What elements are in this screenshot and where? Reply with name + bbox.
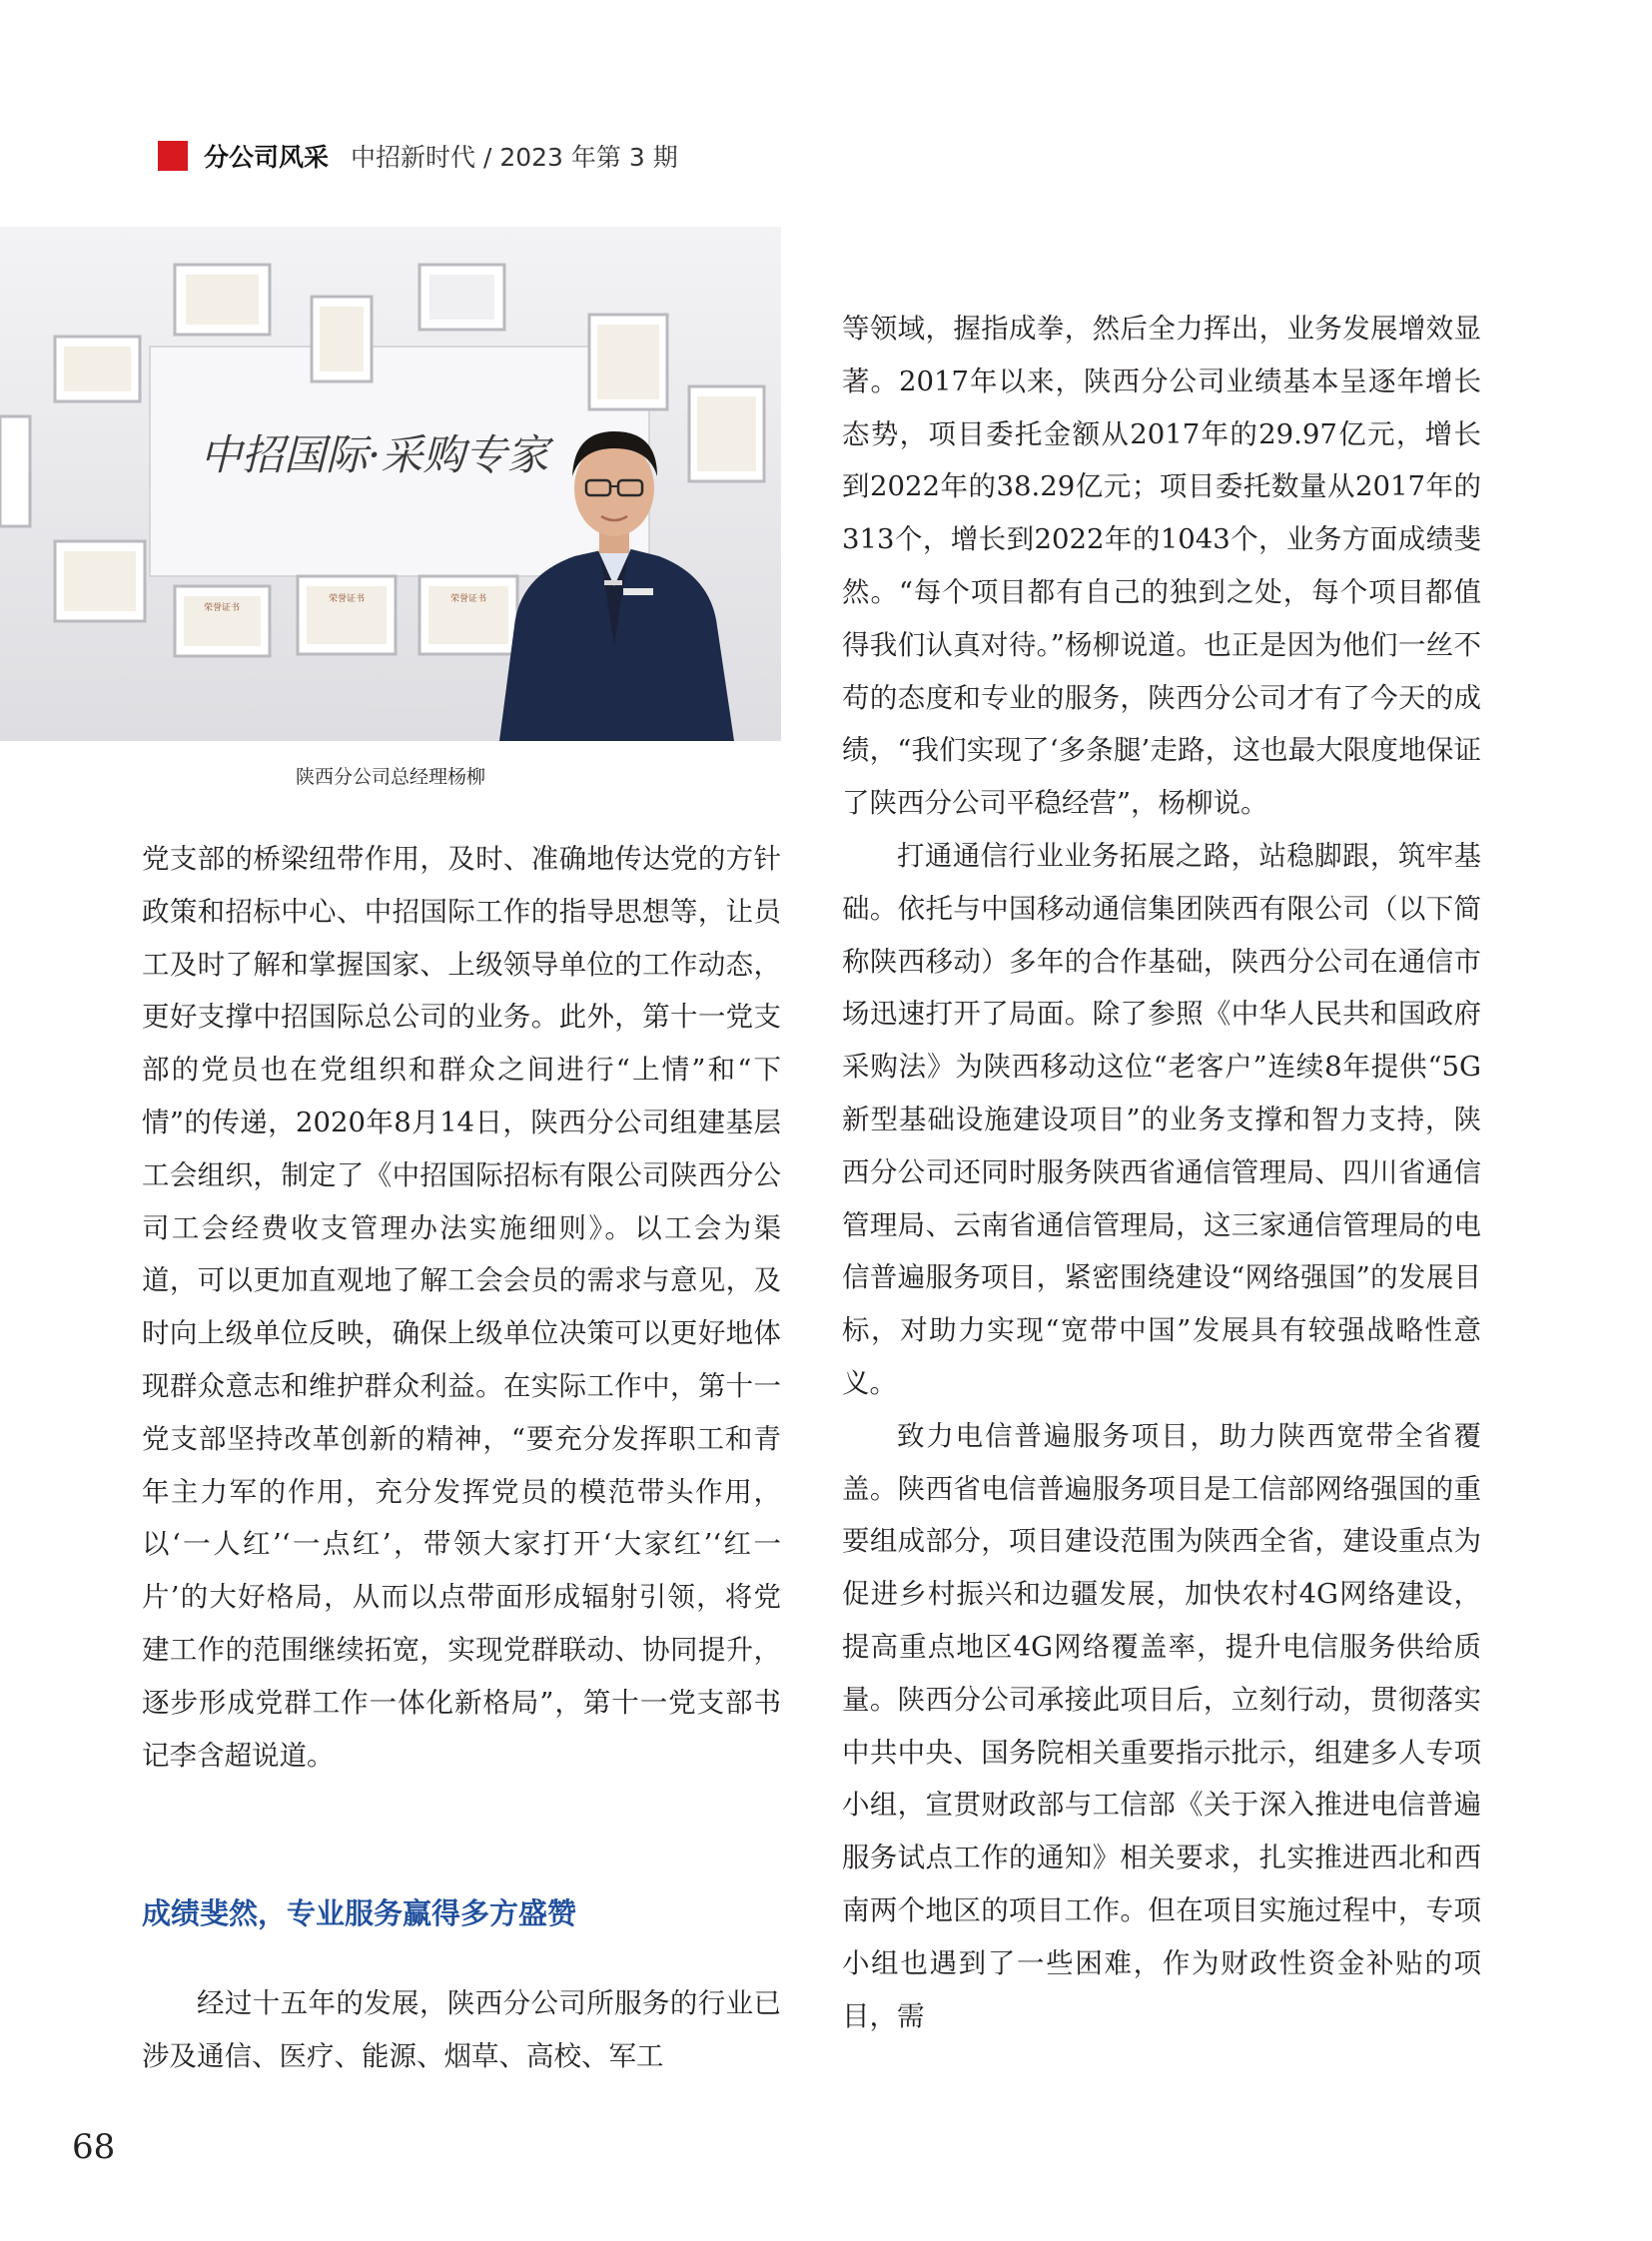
photo-caption: 陕西分公司总经理杨柳 — [295, 766, 485, 788]
certificate-frame — [589, 315, 667, 409]
page-number: 68 — [72, 2127, 116, 2167]
section-marker — [158, 141, 188, 171]
certificate-frame — [689, 386, 764, 481]
paragraph: 党支部的桥梁纽带作用，及时、准确地传达党的方针政策和招标中心、中招国际工作的指导思想等，让员工及时了解和掌握国家、上级领导单位的工作动态，更好支撑中招国际总公司的业务。此外，第十一党支部的党员也在党组织和群众之间进行“上情”和“下情”的传递，2020年8月14日，陕西分公司组建基层工会组织，制定了《中招国际招标有限公司陕西分公司工会经费收支管理办法实施细则》。以工会为渠道，可以更加直观地了解工会会员的需求与意见，及时向上级单位反映，确保上级单位决策可以更好地体现群众意志和维护群众利益。在实际工作中，第十一党支部坚持改革创新的精神，“要充分发挥职工和青年主力军的作用，充分发挥党员的模范带头作用，以‘一人红’‘一点红’，带领大家打开‘大家红’‘红一片’的大好格局，从而以点带面形成辐射引领，将党建工作的范围继续拓宽，实现党群联动、协同提升，逐步形成党群工作一体化新格局”，第十一党支部书记李含超说道。 — [142, 843, 781, 1772]
paragraph: 致力电信普遍服务项目，助力陕西宽带全省覆盖。陕西省电信普遍服务项目是工信部网络强国的重要组成部分，项目建设范围为陕西全省，建设重点为促进乡村振兴和边疆发展，加快农村4G网络建设，提高重点地区4G网络覆盖率，提升电信服务供给质量。陕西分公司承接此项目后，立刻行动，贯彻落实中共中央、国务院相关重要指示批示，组建多人专项小组，宣贯财政部与工信部《关于深入推进电信普遍服务试点工作的通知》相关要求，扎实推进西北和西南两个地区的项目工作。但在项目实施过程中，专项小组也遇到了一些困难，作为财政性资金补贴的项目，需 — [842, 1419, 1481, 2032]
left-column-bottom — [142, 1977, 781, 2083]
issue-label: 中招新时代 / 2023 年第 3 期 — [351, 143, 678, 172]
left-column-top — [142, 833, 781, 1782]
right-column — [842, 303, 1481, 2042]
section-title: 分公司风采 — [204, 143, 330, 172]
certificate-title: 荣誉证书 — [203, 603, 241, 613]
paragraph: 等领域，握指成拳，然后全力挥出，业务发展增效显著。2017年以来，陕西分公司业绩基本呈逐年增长态势，项目委托金额从2017年的29.97亿元，增长到2022年的38.29亿元；项目委托数量从2017年的313个，增长到2022年的1043个，业务方面成绩斐然。“每个项目都有自己的独到之处，每个项目都值得我们认真对待。”杨柳说道。也正是因为他们一丝不苟的态度和专业的服务，陕西分公司才有了今天的成绩，“我们实现了‘多条腿’走路，这也最大限度地保证了陕西分公司平稳经营”，杨柳说。 — [842, 313, 1481, 820]
portrait-photo — [0, 227, 781, 741]
page-header — [158, 136, 678, 176]
certificate-frame — [298, 576, 396, 654]
certificate-title: 荣誉证书 — [449, 594, 487, 604]
portrait-illustration — [0, 227, 781, 741]
paragraph: 打通通信行业业务拓展之路，站稳脚跟，筑牢基础。依托与中国移动通信集团陕西有限公司（以下简称陕西移动）多年的合作基础，陕西分公司在通信市场迅速打开了局面。除了参照《中华人民共和国政府采购法》为陕西移动这位“老客户”连续8年提供“5G新型基础设施建设项目”的业务支撑和智力支持，陕西分公司还同时服务陕西省通信管理局、四川省通信管理局、云南省通信管理局，这三家通信管理局的电信普遍服务项目，紧密围绕建设“网络强国”的发展目标，对助力实现“宽带中国”发展具有较强战略性意义。 — [842, 839, 1481, 1399]
certificate-frame — [419, 576, 517, 654]
certificate-frame — [55, 337, 140, 401]
certificate-title: 荣誉证书 — [328, 594, 366, 604]
certificate-frame — [55, 541, 145, 621]
calligraphy-logo: 中招国际·采购专家 — [200, 430, 549, 479]
certificate-frame — [0, 416, 30, 526]
certificate-frame — [175, 265, 270, 335]
paragraph: 经过十五年的发展，陕西分公司所服务的行业已涉及通信、医疗、能源、烟草、高校、军工 — [142, 1987, 781, 2072]
certificate-frame — [419, 265, 504, 330]
section-subheading: 成绩斐然，专业服务赢得多方盛赞 — [142, 1896, 577, 1930]
certificate-frame — [175, 586, 270, 656]
certificate-frame — [312, 297, 372, 381]
